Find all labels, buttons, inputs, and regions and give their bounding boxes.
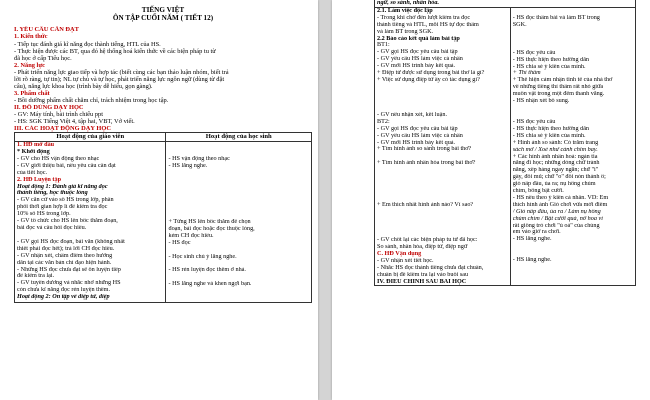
student-line <box>513 105 633 112</box>
skills-line: - Phát triển năng lực giao tiếp và hợp tác (biết cùng các bạn thảo luận nhóm, biết trả <box>14 68 229 76</box>
student-line: - HS đọc <box>168 239 191 246</box>
student-line: chúm chím / Bật cười quá, nở hoa vì <box>512 215 603 222</box>
teacher-line: thành tiếng, học thuộc lòng <box>17 190 88 197</box>
teacher-line: - GV mời HS trình bày kết quả. <box>377 139 456 146</box>
equipment-line: - GV: Máy tính, bài trình chiếu ppt <box>14 110 103 118</box>
student-line <box>513 250 633 257</box>
teacher-line: 2.1. Làm việc độc lập <box>377 7 433 14</box>
student-line: - HS nhận xét bổ sung. <box>512 98 570 105</box>
student-line: - HS đọc yêu cầu <box>512 118 556 125</box>
student-line <box>168 191 309 198</box>
student-line: gầy, đôi mũ; chữ "o" đôi nón thành ô; <box>512 174 606 181</box>
teacher-line <box>377 167 508 174</box>
skills-line: câu), năng lực khoa học (trình bày dễ hiểu, gọn gàng). <box>14 82 153 90</box>
teacher-line: So sánh, nhân hóa, điệp từ, điệp ngữ <box>377 244 468 251</box>
student-line <box>168 170 309 177</box>
lesson-title: ÔN TẬP CUỐI NĂM ( TIẾT 12) <box>112 14 214 23</box>
teacher-line <box>377 223 508 230</box>
teacher-line: + Em thích nhất hình ảnh nào? Vì sao? <box>377 202 474 209</box>
student-line: chím, bông bật cười. <box>512 188 564 195</box>
student-line <box>168 177 309 184</box>
student-line <box>513 278 633 285</box>
teacher-line <box>377 230 508 237</box>
teacher-line <box>377 91 508 98</box>
student-line: muôn vật trong một đêm thanh vắng. <box>512 91 605 98</box>
teacher-line <box>377 188 508 195</box>
teacher-line: chuẩn bị để kiểm tra lại vào buổi sau <box>377 271 469 278</box>
student-line <box>513 112 633 119</box>
teacher-line <box>377 181 508 188</box>
teacher-line: 10% số HS trong lớp. <box>17 211 71 218</box>
student-line <box>513 243 633 250</box>
section-knowledge: 1. Kiến thức <box>14 33 48 41</box>
student-line <box>168 274 309 281</box>
student-line: đoạn, bài đọc hoặc đọc thuộc lòng, <box>168 225 255 232</box>
teacher-line <box>377 195 508 202</box>
teacher-line <box>377 105 508 112</box>
teacher-line: - GV tổ chức cho HS lên bốc thăm đoạn, <box>17 218 118 225</box>
teacher-line: C. HĐ Vận dụng <box>377 250 422 257</box>
student-line: kèm CH đọc hiểu. <box>168 232 214 239</box>
student-line: - HS nêu theo ý kiến cá nhân. VD: Em <box>512 194 609 201</box>
teacher-line: - Nhắc HS đọc thành tiếng chưa đạt chuẩn, <box>377 264 484 271</box>
teacher-line: - GV yêu cầu HS làm việc cá nhân <box>377 132 463 139</box>
teacher-line: - GV nêu nhận xét, kết luận. <box>377 111 447 118</box>
teacher-line: thành tiếng và HTL, mỗi HS tự đọc thầm <box>377 21 479 28</box>
student-line <box>513 36 633 43</box>
skills-lines <box>14 69 312 90</box>
student-line: / Gió nấp đầu, ùa ra / Làm nụ hồng <box>512 208 601 215</box>
teacher-line <box>377 209 508 216</box>
student-line: gió nấp đầu, ùa ra; nụ hồng chúm <box>512 181 596 188</box>
student-line: + Từng HS lên bốc thăm để chọn <box>168 218 251 225</box>
student-line: - HS thực hiện theo hướng dẫn <box>512 56 590 63</box>
equipment-line: - HS: SGK Tiếng Việt 4, tập hai, VBT, Vở viết. <box>14 118 135 126</box>
continued-heading-cell <box>375 0 636 7</box>
student-line: nắng, xếp hàng ngay ngắn; chữ "i" <box>512 167 599 174</box>
student-line: + Hình ảnh so sánh: Có trăm trang <box>512 139 599 146</box>
teacher-line: BT2: <box>377 118 390 125</box>
student-line: - HS rèn luyện đọc thêm ở nhà. <box>168 267 246 274</box>
student-line: - HS chia sẻ ý kiến của mình. <box>512 63 586 70</box>
teacher-line: + Điệp từ được sử dụng trong bài thơ là gì? <box>377 70 485 77</box>
teacher-line: - GV tuyên dương và nhắc nhở những HS <box>17 280 121 287</box>
student-line <box>168 142 309 149</box>
student-line <box>168 260 309 267</box>
teacher-line: dẫn tại các văn bản chỉ đạo hiện hành. <box>17 259 112 266</box>
teacher-activities-cell <box>375 7 511 286</box>
teacher-line <box>377 98 508 105</box>
student-line: - Học sinh chú ý lắng nghe. <box>168 253 237 260</box>
skills-line: lời rõ ràng, tự tin); NL tự chủ và tự học, phát triển năng lực ngôn ngữ (dùng từ đặt <box>14 75 225 83</box>
section-equipment: II. ĐỒ DÙNG DẠY HỌC <box>14 103 84 111</box>
teacher-line: - GV yêu cầu HS làm việc cá nhân <box>377 56 463 63</box>
student-line <box>513 8 633 15</box>
student-line: về những tiếng thì thầm rất nhỏ giữa <box>512 84 604 91</box>
teacher-line: + Việc sử dụng điệp từ ấy có tác dụng gì? <box>377 76 480 83</box>
teacher-line: để kiểm tra lại. <box>17 273 55 280</box>
teacher-line: 2.2 Báo cáo kết quả làm bài tập <box>377 35 460 42</box>
teacher-line: Hoạt động 1: Đánh giá kĩ năng đọc <box>17 183 108 190</box>
knowledge-line: - Thực hiện được các BT, qua đó hệ thống hoá kiến thức về các biện pháp tu từ <box>14 47 216 55</box>
teacher-line: * Khởi động <box>17 149 50 156</box>
teacher-line: - GV căn cứ vào số HS trong lớp, phân <box>17 197 114 204</box>
teacher-line: phối thời gian hợp lí để kiểm tra đọc <box>17 204 108 211</box>
teacher-line: 2. HĐ Luyện tập <box>17 176 62 183</box>
section-qualities: 3. Phẩm chất <box>14 89 50 97</box>
column-header-teacher: Hoạt động của giáo viên <box>15 133 166 142</box>
teacher-line: - GV gọi HS đọc đoạn, bài văn (không nhất <box>17 238 125 245</box>
document-page-right <box>332 0 650 400</box>
student-line: - HS lắng nghe. <box>168 163 208 170</box>
teacher-line <box>377 153 508 160</box>
teacher-line: IV. ĐIỀU CHỈNH SAU BÀI HỌC <box>377 278 467 285</box>
teacher-line: - GV nhận xét, chấm điểm theo hướng <box>17 252 113 259</box>
student-line <box>513 29 633 36</box>
student-line: em vào giờ ra chơi. <box>512 229 561 236</box>
teacher-line: và làm BT trong SGK. <box>377 28 434 35</box>
student-activities-cell <box>510 7 635 286</box>
student-line: - HS thực hiện theo hướng dẫn <box>512 125 590 132</box>
student-line: thích hình ảnh Gió chơi vừa mới điểm <box>512 201 608 208</box>
knowledge-line: - Tiếp tục đánh giá kĩ năng đọc thành tiếng, HTL của HS. <box>14 40 161 48</box>
subject-title: TIẾNG VIỆT <box>141 6 185 14</box>
student-line <box>168 184 309 191</box>
student-activities-cell <box>166 142 312 303</box>
student-line: sách mở / Xoè như cánh chim bay. <box>512 146 598 153</box>
student-line <box>168 149 309 156</box>
section-skills: 2. Năng lực <box>14 61 45 69</box>
student-line: - HS lắng nghe và khen ngợi bạn. <box>168 281 252 288</box>
activities-table-continued <box>374 0 636 286</box>
document-page-left <box>0 0 318 400</box>
teacher-line: BT1: <box>377 42 390 49</box>
teacher-line: thiết phải đọc hết); trả lời CH đọc hiểu. <box>17 245 115 252</box>
teacher-line: bài đọc và câu hỏi đọc hiểu. <box>17 224 87 231</box>
student-line <box>513 271 633 278</box>
section-activities: III. CÁC HOẠT ĐỘNG DẠY HỌC <box>14 125 111 133</box>
teacher-line <box>377 174 508 181</box>
student-line <box>513 43 633 50</box>
qualities-line: - Bồi dưỡng phẩm chất chăm chỉ, trách nhiệm trong học tập. <box>14 96 169 104</box>
student-line <box>168 198 309 205</box>
student-line: + Các hình ảnh nhân hoá: ngàn tia <box>512 153 598 160</box>
student-line: nắng đi học; những dòng chữ tránh <box>512 160 600 167</box>
knowledge-line: đã học ở cấp Tiểu học. <box>14 54 72 62</box>
teacher-line: - Trong khi chờ đến lượt kiểm tra đọc <box>377 14 471 21</box>
student-line: - HS chia sẻ ý kiến của mình. <box>512 132 586 139</box>
teacher-line: + Tìm hình ảnh nhân hóa trong bài thơ? <box>377 160 476 167</box>
teacher-activities-cell <box>15 142 166 303</box>
activities-table <box>14 132 312 303</box>
column-header-student: Hoạt động của học sinh <box>166 133 312 142</box>
student-line: - HS lắng nghe. <box>512 236 552 243</box>
teacher-line: - GV gọi HS đọc yêu cầu bài tập <box>377 49 458 56</box>
student-line: + Thể hiện cảm nhận tinh tế của nhà thơ <box>512 77 613 84</box>
student-line <box>513 264 633 271</box>
teacher-line: - GV chốt lại các biện pháp tu từ đã học: <box>377 237 478 244</box>
teacher-line <box>17 232 163 239</box>
teacher-line <box>377 84 508 91</box>
student-line: - HS vận động theo nhạc <box>168 156 230 163</box>
student-line: rất giống trò chơi "ú oà" của chúng <box>512 222 600 229</box>
student-line: + Thì thầm <box>512 70 541 77</box>
teacher-line: - GV giới thiệu bài, nêu yêu cầu cần đạt <box>17 162 116 169</box>
section-objectives: I. YÊU CẦU CẦN ĐẠT <box>14 26 79 34</box>
student-line: SGK. <box>512 21 527 28</box>
teacher-line: + Tìm hình ảnh so sánh trong bài thơ? <box>377 146 472 153</box>
teacher-line: - GV nhận xét tiết học. <box>377 257 434 264</box>
student-line: - HS đọc yêu cầu <box>512 49 556 56</box>
teacher-line: - GV gọi HS đọc yêu cầu bài tập <box>377 125 458 132</box>
student-line <box>168 205 309 212</box>
teacher-line: của tiết học. <box>17 169 48 176</box>
student-line <box>168 288 309 295</box>
teacher-line: Hoạt động 2: Ôn tập về điệp từ, điệp <box>17 294 110 301</box>
student-line: - HS đọc thầm bài và làm BT trong <box>512 14 600 21</box>
student-line <box>168 295 309 302</box>
student-line: - HS lắng nghe. <box>512 257 552 264</box>
student-line <box>168 247 309 254</box>
student-line <box>168 212 309 219</box>
teacher-line <box>377 216 508 223</box>
teacher-line: - GV cho HS vận động theo nhạc <box>17 155 100 162</box>
teacher-line: còn chưa kĩ năng đọc rèn luyện thêm. <box>17 287 111 294</box>
continued-heading: ngữ, so sánh, nhân hóa. <box>377 0 440 6</box>
knowledge-lines <box>14 41 312 62</box>
teacher-line: 1. HĐ mở đầu <box>17 142 55 149</box>
teacher-line: - GV mời HS trình bày kết quả. <box>377 63 456 70</box>
teacher-line: - Những HS đọc chưa đạt sẽ ôn luyện tiếp <box>17 266 121 273</box>
